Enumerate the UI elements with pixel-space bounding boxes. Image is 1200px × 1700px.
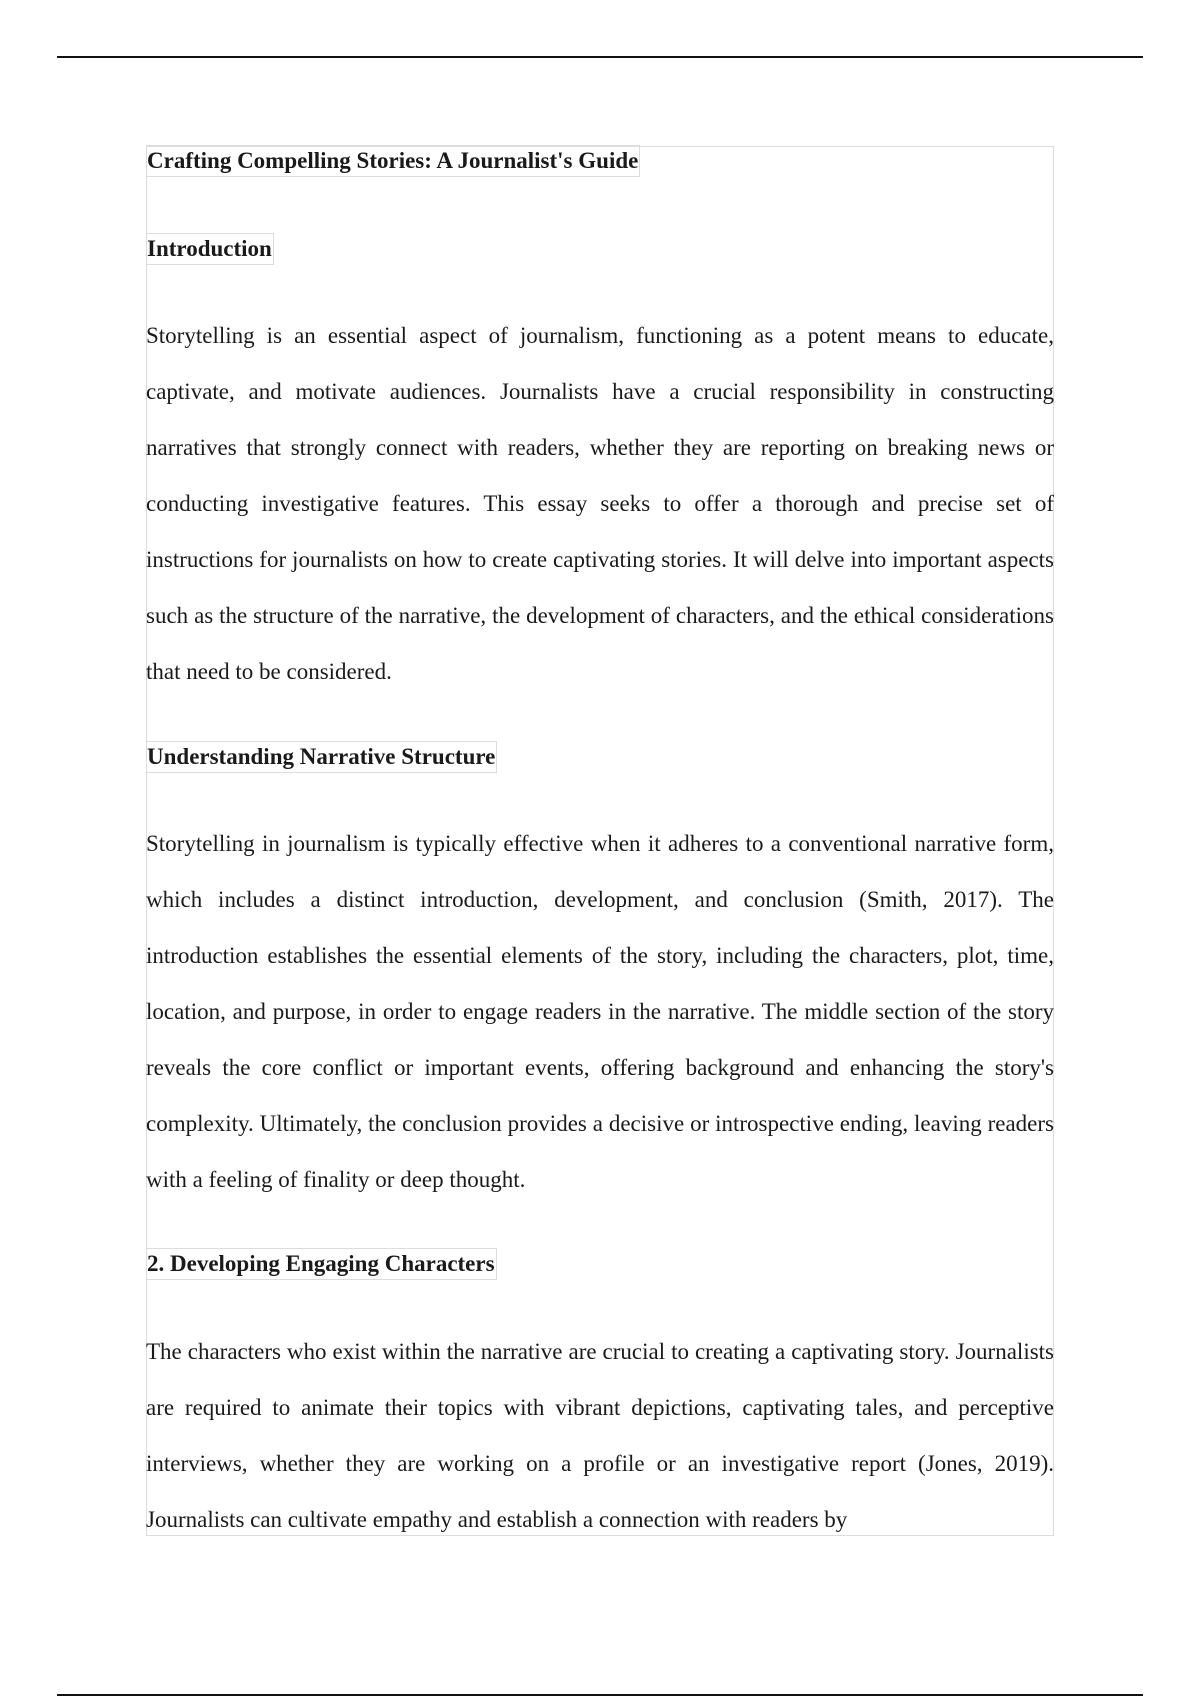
section-heading-introduction: Introduction: [146, 233, 274, 265]
section-heading-narrative-structure: Understanding Narrative Structure: [146, 741, 497, 773]
document-title: Crafting Compelling Stories: A Journalist's Guide: [146, 145, 640, 177]
paragraph-introduction: Storytelling is an essential aspect of journalism, functioning as a potent means to educate, captivate, and motivate audiences. Journalists have a crucial responsibility in constructing narratives that strongly connect with readers, whether they are reporting on breaking news or conducting investigative features. This essay seeks to offer a thorough and precise set of instructions for journalists on how to create captivating stories. It will delve into important aspects such as the structure of the narrative, the development of characters, and the ethical considerations that need to be considered.: [146, 323, 1054, 684]
bottom-page-rule: [57, 1694, 1143, 1696]
section-heading-developing-characters: 2. Developing Engaging Characters: [146, 1248, 497, 1280]
paragraph-developing-characters: The characters who exist within the narrative are crucial to creating a captivating story. Journalists are required to animate their topics with vibrant depictions, captivating tales, and perceptive interviews, whether they are working on a profile or an investigative report (Jones, 2019). Journalists can cultivate empathy and establish a connection with readers by: [146, 1339, 1054, 1532]
top-page-rule: [57, 56, 1143, 58]
paragraph-narrative-structure: Storytelling in journalism is typically effective when it adheres to a conventional narrative form, which includes a distinct introduction, development, and conclusion (Smith, 2017). The introduction establishes the essential elements of the story, including the characters, plot, time, location, and purpose, in order to engage readers in the narrative. The middle section of the story reveals the core conflict or important events, offering background and enhancing the story's complexity. Ultimately, the conclusion provides a decisive or introspective ending, leaving readers with a feeling of finality or deep thought.: [146, 831, 1054, 1192]
